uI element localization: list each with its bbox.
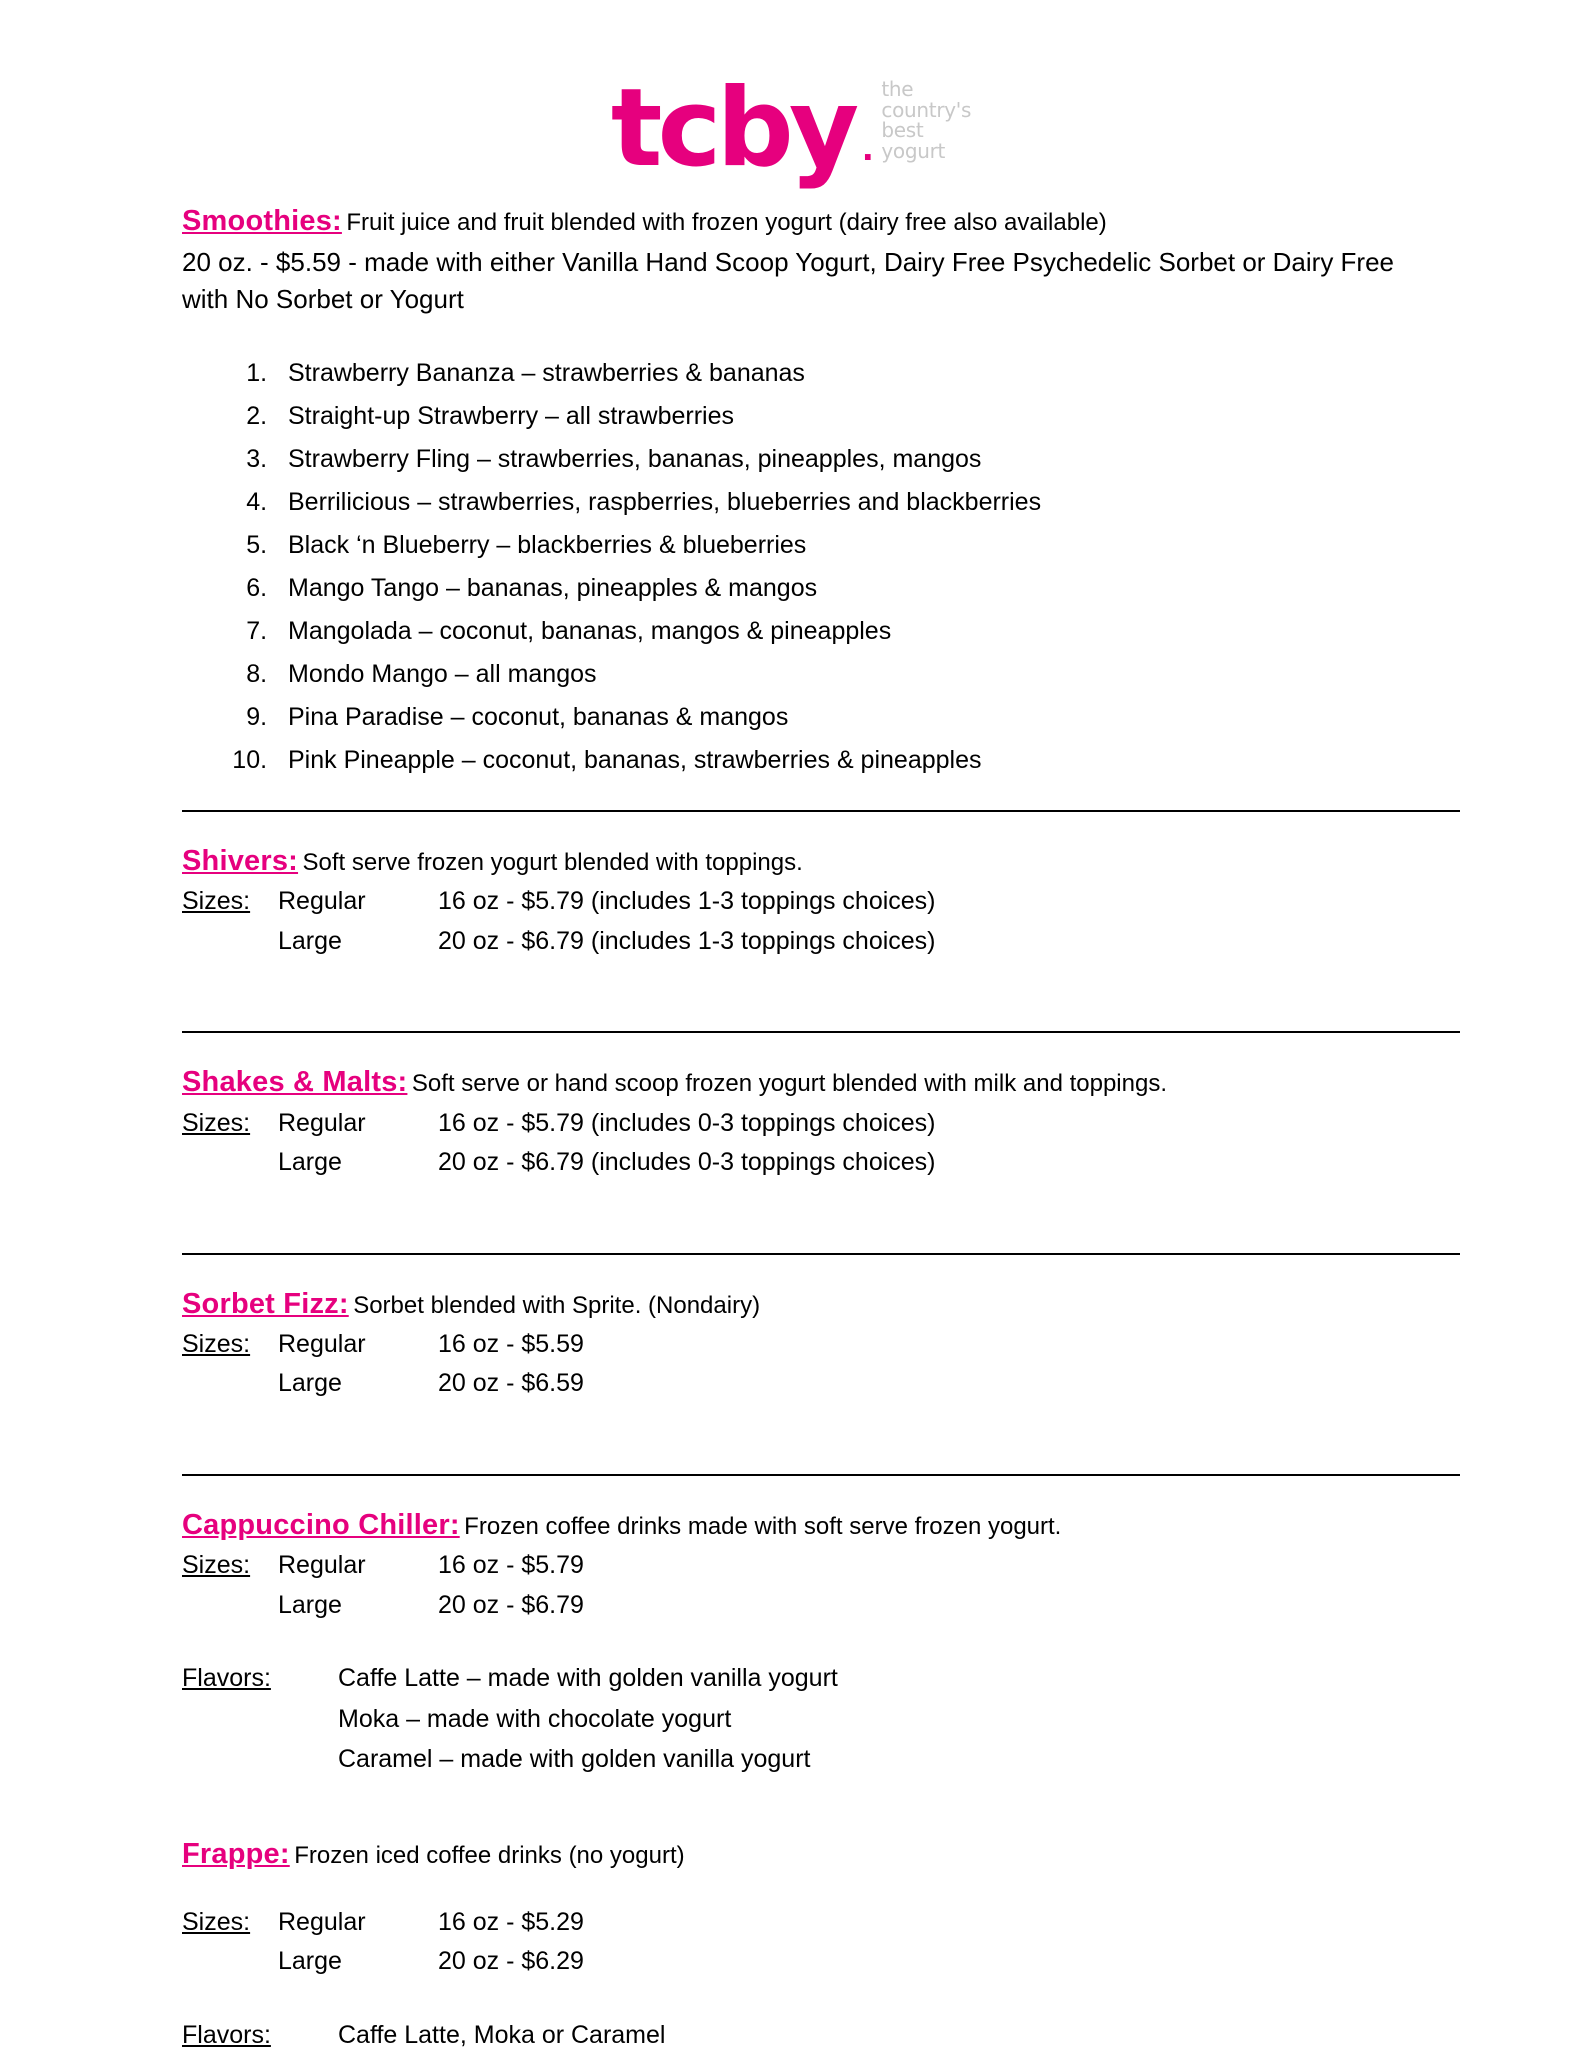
size-name: Large	[278, 1148, 342, 1177]
shakes-sizes-table	[182, 1106, 936, 1185]
smoothies-list	[182, 352, 1462, 782]
flavors-label-empty	[182, 1702, 338, 1743]
section-shivers	[182, 842, 1462, 963]
flavor-value: Caffe Latte – made with golden vanilla yogurt	[338, 1664, 838, 1693]
frappe-sizes-table	[182, 1905, 584, 1984]
shakes-heading: Shakes & Malts:	[182, 1066, 408, 1099]
section-sorbet-fizz	[182, 1285, 1462, 1406]
flavor-value: Caramel – made with golden vanilla yogurt	[338, 1745, 811, 1774]
size-name: Regular	[278, 1907, 366, 1936]
list-item: 5. Black ‘n Blueberry – blackberries & blueberries	[274, 524, 1462, 567]
sizes-label: Sizes:	[182, 1329, 251, 1358]
size-value: 20 oz - $6.79 (includes 1-3 toppings choices)	[438, 926, 936, 955]
section-shakes-malts	[182, 1063, 1462, 1184]
sizes-label-empty	[182, 1145, 278, 1185]
size-name: Large	[278, 1369, 342, 1398]
size-value: 20 oz - $6.59	[438, 1369, 584, 1398]
flavor-value: Moka – made with chocolate yogurt	[338, 1704, 732, 1733]
cappuccino-sizes-table	[182, 1548, 584, 1627]
table-row	[182, 1588, 584, 1628]
flavors-label: Flavors:	[182, 2020, 271, 2049]
spacer	[182, 1185, 1462, 1225]
cappuccino-description: Frozen coffee drinks made with soft serve frozen yogurt.	[464, 1512, 1062, 1540]
spacer	[182, 963, 1462, 1003]
size-value: 16 oz - $5.79 (includes 0-3 toppings choices)	[438, 1108, 936, 1137]
list-item: 9. Pina Paradise – coconut, bananas & mangos	[274, 696, 1462, 739]
size-name: Regular	[278, 1551, 366, 1580]
table-row	[182, 884, 936, 924]
list-item: 3. Strawberry Fling – strawberries, bananas, pineapples, mangos	[274, 438, 1462, 481]
divider	[182, 810, 1460, 812]
size-name: Regular	[278, 887, 366, 916]
smoothies-description: Fruit juice and fruit blended with frozen yogurt (dairy free also available)	[346, 209, 1107, 236]
sorbet-fizz-description: Sorbet blended with Sprite. (Nondairy)	[353, 1291, 761, 1319]
table-row	[182, 1742, 838, 1783]
frappe-flavors-table	[182, 2018, 665, 2058]
size-value: 16 oz - $5.29	[438, 1907, 584, 1936]
size-name: Regular	[278, 1108, 366, 1137]
sorbet-fizz-heading-line	[182, 1285, 1462, 1323]
table-row	[182, 1106, 936, 1146]
size-value: 16 oz - $5.79	[438, 1551, 584, 1580]
smoothies-heading-line	[182, 202, 1462, 240]
divider	[182, 1031, 1460, 1033]
shivers-description: Soft serve frozen yogurt blended with toppings.	[302, 849, 803, 877]
section-smoothies	[182, 202, 1462, 782]
logo-tagline-line-3: best	[881, 118, 924, 143]
table-row	[182, 1702, 838, 1743]
size-name: Large	[278, 1947, 342, 1976]
size-value: 20 oz - $6.79 (includes 0-3 toppings choices)	[438, 1148, 936, 1177]
shakes-description: Soft serve or hand scoop frozen yogurt blended with milk and toppings.	[411, 1070, 1167, 1098]
list-item: 6. Mango Tango – bananas, pineapples & mangos	[274, 567, 1462, 610]
sizes-label: Sizes:	[182, 1108, 251, 1137]
sizes-label-empty	[182, 1944, 278, 1984]
table-row	[182, 1145, 936, 1185]
cappuccino-heading-line	[182, 1506, 1462, 1544]
size-value: 16 oz - $5.59	[438, 1329, 584, 1358]
table-row	[182, 1327, 584, 1367]
logo-tagline-line-1: the	[881, 76, 914, 101]
sizes-label-empty	[182, 1588, 278, 1628]
table-row	[182, 1548, 584, 1588]
section-cappuccino-chiller	[182, 1506, 1462, 1783]
size-value: 16 oz - $5.79 (includes 1-3 toppings choices)	[438, 887, 936, 916]
size-value: 20 oz - $6.79	[438, 1590, 584, 1619]
sizes-label: Sizes:	[182, 1907, 251, 1936]
shivers-sizes-table	[182, 884, 936, 963]
sorbet-fizz-heading: Sorbet Fizz:	[182, 1287, 349, 1320]
tcby-logo	[0, 44, 1582, 192]
flavors-label: Flavors:	[182, 1664, 271, 1693]
sorbet-fizz-sizes-table	[182, 1327, 584, 1406]
logo-wordmark: tcby	[610, 66, 855, 192]
size-value: 20 oz - $6.29	[438, 1947, 584, 1976]
size-name: Large	[278, 926, 342, 955]
frappe-description: Frozen iced coffee drinks (no yogurt)	[294, 1841, 685, 1869]
table-row	[182, 1366, 584, 1406]
shivers-heading: Shivers:	[182, 845, 299, 878]
sizes-label: Sizes:	[182, 887, 251, 916]
table-row	[182, 1944, 584, 1984]
list-item: 10. Pink Pineapple – coconut, bananas, strawberries & pineapples	[274, 739, 1462, 782]
table-row	[182, 924, 936, 964]
sizes-label-empty	[182, 924, 278, 964]
logo-tagline-line-4: yogurt	[881, 139, 946, 164]
spacer	[182, 1406, 1462, 1446]
list-item: 4. Berrilicious – strawberries, raspberries, blueberries and blackberries	[274, 481, 1462, 524]
flavor-value: Caffe Latte, Moka or Caramel	[338, 2020, 666, 2049]
size-name: Large	[278, 1590, 342, 1619]
frappe-heading-line	[182, 1835, 1462, 1873]
menu-content	[0, 202, 1582, 2058]
logo-inner	[610, 66, 972, 192]
cappuccino-flavors-table	[182, 1661, 838, 1783]
divider	[182, 1474, 1460, 1476]
size-name: Regular	[278, 1329, 366, 1358]
sizes-label-empty	[182, 1366, 278, 1406]
shakes-heading-line	[182, 1063, 1462, 1101]
logo-tagline	[881, 76, 972, 174]
flavors-label-empty	[182, 1742, 338, 1783]
cappuccino-heading: Cappuccino Chiller:	[182, 1508, 460, 1541]
smoothies-detail: 20 oz. - $5.59 - made with either Vanilla Hand Scoop Yogurt, Dairy Free Psychedelic Sorbet or Dairy Free with No Sorbet or Yogurt	[182, 247, 1395, 315]
spacer	[182, 1783, 1462, 1835]
table-row	[182, 2018, 665, 2058]
table-row	[182, 1905, 584, 1945]
logo-tagline-line-2: country's	[881, 97, 972, 122]
sizes-label: Sizes:	[182, 1551, 251, 1580]
list-item: 8. Mondo Mango – all mangos	[274, 653, 1462, 696]
list-item: 2. Straight-up Strawberry – all strawberries	[274, 395, 1462, 438]
shivers-heading-line	[182, 842, 1462, 880]
frappe-heading: Frappe:	[182, 1837, 290, 1870]
section-frappe	[182, 1835, 1462, 2058]
spacer	[182, 1877, 1462, 1903]
logo-trademark-dot: .	[862, 125, 874, 169]
divider	[182, 1253, 1460, 1255]
list-item: 7. Mangolada – coconut, bananas, mangos & pineapples	[274, 610, 1462, 653]
smoothies-heading: Smoothies:	[182, 205, 342, 237]
table-row	[182, 1661, 838, 1702]
list-item: 1. Strawberry Bananza – strawberries & bananas	[274, 352, 1462, 395]
